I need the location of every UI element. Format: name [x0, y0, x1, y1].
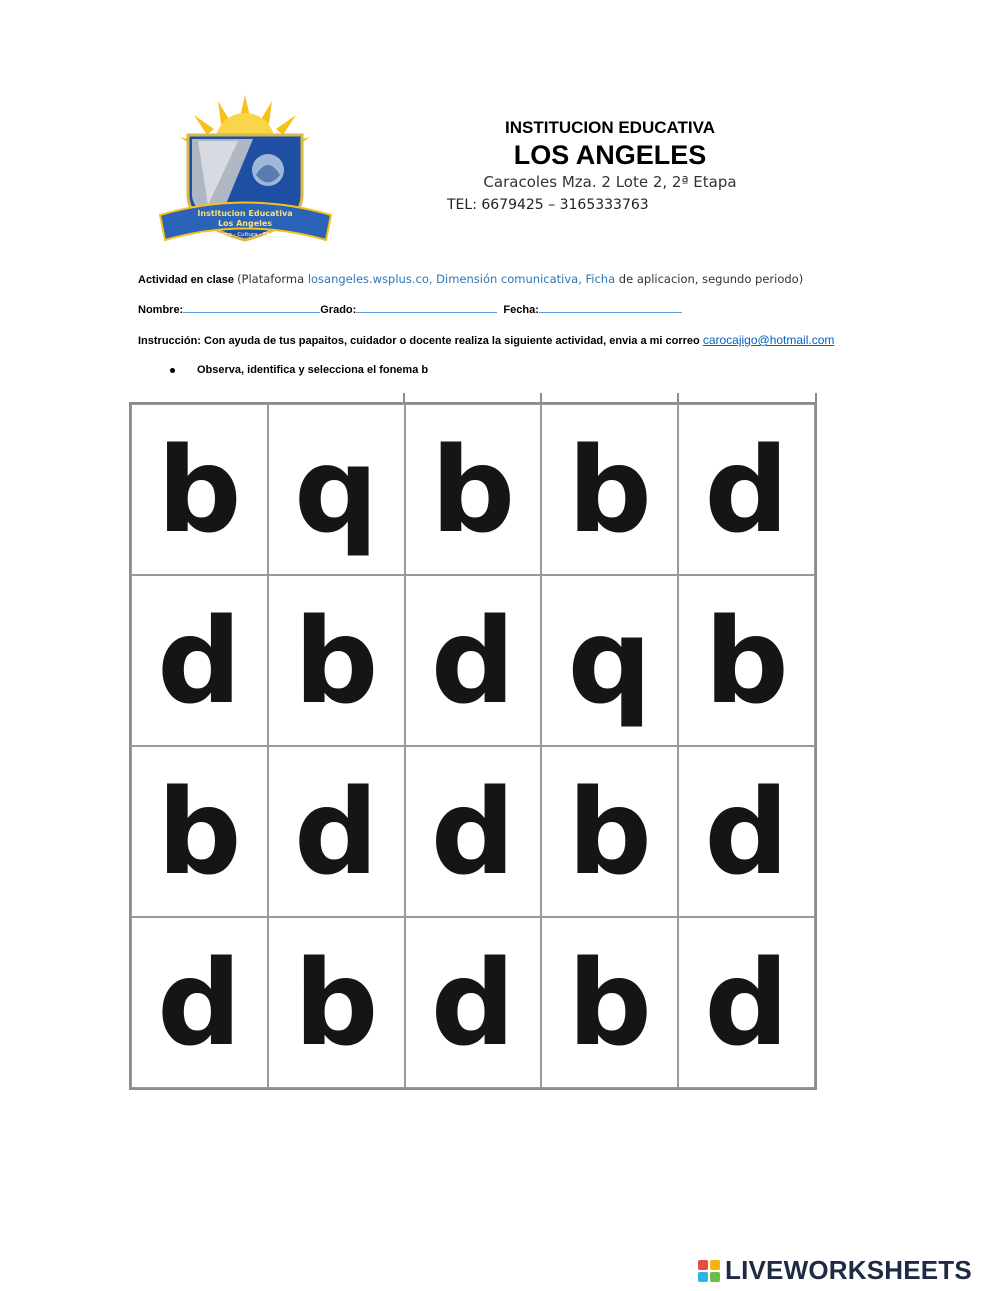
activity-platform-link[interactable]: losangeles.wsplus.co, Dimensión comunicativa, Ficha — [307, 272, 616, 286]
school-logo — [158, 95, 333, 250]
letter-cell[interactable] — [678, 917, 815, 1088]
header — [430, 118, 790, 191]
form-line — [138, 303, 682, 316]
letter-cell[interactable] — [268, 404, 405, 575]
letter-glyph: b — [567, 933, 653, 1072]
logo-square-green — [710, 1272, 720, 1282]
letter-glyph: d — [704, 762, 789, 901]
letter-glyph: d — [157, 591, 242, 730]
letter-glyph: d — [157, 933, 242, 1072]
name-field[interactable] — [183, 303, 320, 313]
letter-glyph: q — [293, 420, 379, 559]
letter-glyph: b — [704, 591, 789, 730]
letter-glyph: d — [704, 420, 789, 559]
institution-phone: TEL: 6679425 – 3165333763 — [447, 197, 649, 213]
instruction-text: Instrucción: Con ayuda de tus papaitos, cuidador o docente realiza la siguiente actividad, envia a mi correo — [138, 335, 703, 347]
letter-cell[interactable] — [131, 746, 268, 917]
letter-cell[interactable] — [541, 575, 678, 746]
svg-text:Los Angeles: Los Angeles — [217, 219, 273, 228]
logo-square-yellow — [710, 1260, 720, 1270]
liveworksheets-logo-icon — [698, 1260, 720, 1282]
letter-cell[interactable] — [405, 917, 542, 1088]
liveworksheets-brand — [698, 1255, 972, 1286]
grade-field[interactable] — [356, 303, 497, 313]
grade-label: Grado: — [320, 304, 357, 316]
letter-cell[interactable] — [405, 575, 542, 746]
activity-text-open: (Plataforma — [237, 272, 308, 286]
letter-glyph: q — [567, 591, 653, 730]
letter-cell[interactable] — [541, 746, 678, 917]
letter-glyph: d — [430, 762, 516, 901]
svg-text:Institucion Educativa: Institucion Educativa — [197, 209, 293, 218]
letter-glyph: b — [567, 762, 653, 901]
letter-glyph: b — [157, 420, 242, 559]
activity-label: Actividad en clase — [138, 274, 234, 286]
date-label: Fecha: — [503, 304, 539, 316]
letter-cell[interactable] — [541, 404, 678, 575]
institution-name: LOS ANGELES — [513, 140, 707, 170]
letter-cell[interactable] — [131, 404, 268, 575]
bullet-icon — [170, 368, 175, 373]
task-text: Observa, identifica y selecciona el fonema b — [197, 364, 429, 376]
letter-glyph: d — [430, 933, 516, 1072]
letter-glyph: b — [293, 933, 379, 1072]
letter-glyph: b — [157, 762, 242, 901]
letter-glyph: b — [430, 420, 516, 559]
letter-grid — [129, 402, 817, 1090]
letter-cell[interactable] — [678, 575, 815, 746]
letter-cell[interactable] — [405, 746, 542, 917]
email-link[interactable]: carocajigo@hotmail.com — [702, 333, 835, 347]
letter-glyph: d — [293, 762, 379, 901]
svg-text:Dinamismo - Cultura - Eficienc: Dinamismo - Cultura - Eficiencia — [200, 232, 290, 238]
letter-cell[interactable] — [541, 917, 678, 1088]
letter-cell[interactable] — [268, 746, 405, 917]
institution-address: Caracoles Mza. 2 Lote 2, 2ª Etapa — [483, 173, 737, 191]
letter-glyph: d — [704, 933, 789, 1072]
activity-text-close: de aplicacion, segundo periodo) — [615, 272, 804, 286]
logo-square-red — [698, 1260, 708, 1270]
letter-cell[interactable] — [678, 404, 815, 575]
letter-cell[interactable] — [131, 917, 268, 1088]
name-label: Nombre: — [138, 304, 184, 316]
letter-glyph: d — [430, 591, 516, 730]
activity-line — [138, 272, 803, 286]
liveworksheets-text: LIVEWORKSHEETS — [725, 1255, 972, 1285]
letter-glyph: b — [567, 420, 653, 559]
task-line — [170, 364, 428, 376]
institution-label: INSTITUCION EDUCATIVA — [505, 118, 715, 137]
letter-cell[interactable] — [405, 404, 542, 575]
letter-cell[interactable] — [268, 575, 405, 746]
date-field[interactable] — [539, 303, 682, 313]
letter-cell[interactable] — [131, 575, 268, 746]
letter-glyph: b — [293, 591, 379, 730]
letter-cell[interactable] — [678, 746, 815, 917]
logo-square-blue — [698, 1272, 708, 1282]
instruction-line — [138, 333, 834, 347]
letter-cell[interactable] — [268, 917, 405, 1088]
